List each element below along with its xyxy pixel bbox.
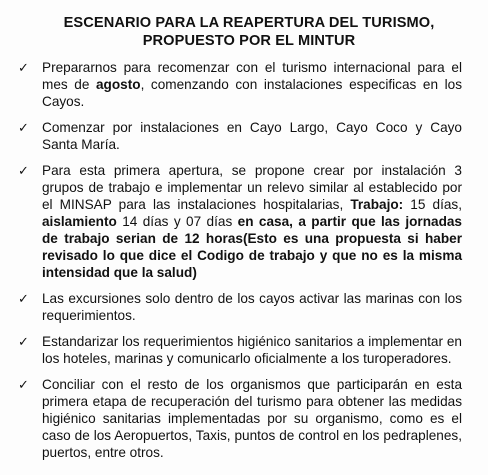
text-span: Las excursiones solo dentro de los cayos activar las marinas con los requerimientos. <box>42 291 462 323</box>
checkmark-icon: ✓ <box>18 60 29 75</box>
checkmark-icon: ✓ <box>18 120 29 135</box>
text-span: Para esta primera apertura, se propone crear por instalación 3 grupos de trabajo e implementar un relevo similar al establecido por el MINSAP para las instalaciones hospitalarias, <box>42 163 462 212</box>
text-span: 15 días, <box>403 197 462 212</box>
text-span: Conciliar con el resto de los organismos que participarán en esta primera etapa de recuperación del turismo para obtener las medidas higiénico sanitarias implementadas por su organismo, como es el caso de los Aeropuertos, Taxis, puntos de control en los pedraplenes, puertos, entre otros. <box>42 377 462 460</box>
list-item-text <box>42 162 462 281</box>
text-span: , comenzando con instalaciones especificas en los Cayos. <box>42 77 462 109</box>
list-item-text <box>42 59 462 110</box>
list-item-text <box>42 119 462 153</box>
bold-text: Trabajo: <box>350 197 404 212</box>
list-item <box>18 376 462 461</box>
list-item <box>18 59 462 110</box>
list-item <box>18 290 462 324</box>
list-item <box>18 162 462 281</box>
title-line-2: PROPUESTO POR EL MINTUR <box>142 33 356 49</box>
text-span: Estandarizar los requerimientos higiénico sanitarios a implementar en los hoteles, marinas y comunicarlo oficialmente a los turoperadores. <box>42 334 462 366</box>
list-item-text <box>42 333 462 367</box>
list-item-text <box>42 290 462 324</box>
list-item <box>18 333 462 367</box>
title-line-1: ESCENARIO PARA LA REAPERTURA DEL TURISMO, <box>63 15 435 31</box>
bold-text: aislamiento <box>42 214 117 229</box>
bold-text: agosto <box>96 77 141 92</box>
checkmark-icon: ✓ <box>18 377 29 392</box>
bullet-list <box>18 59 462 461</box>
document-title <box>36 14 462 50</box>
checkmark-icon: ✓ <box>18 291 29 306</box>
list-item-text <box>42 376 462 461</box>
text-span: 14 días y 07 días <box>116 214 238 229</box>
checkmark-icon: ✓ <box>18 334 29 349</box>
text-span: Comenzar por instalaciones en Cayo Largo, Cayo Coco y Cayo Santa María. <box>42 120 462 152</box>
text-span: Prepararnos para recomenzar con el turismo internacional para el mes de <box>42 60 462 92</box>
bold-text: en casa, a partir que las jornadas de trabajo serian de 12 horas(Esto es una propuesta si haber revisado lo que dice el Codigo de trabajo y que no es la misma intensidad que la salud) <box>42 214 462 280</box>
checkmark-icon: ✓ <box>18 163 29 178</box>
list-item <box>18 119 462 153</box>
